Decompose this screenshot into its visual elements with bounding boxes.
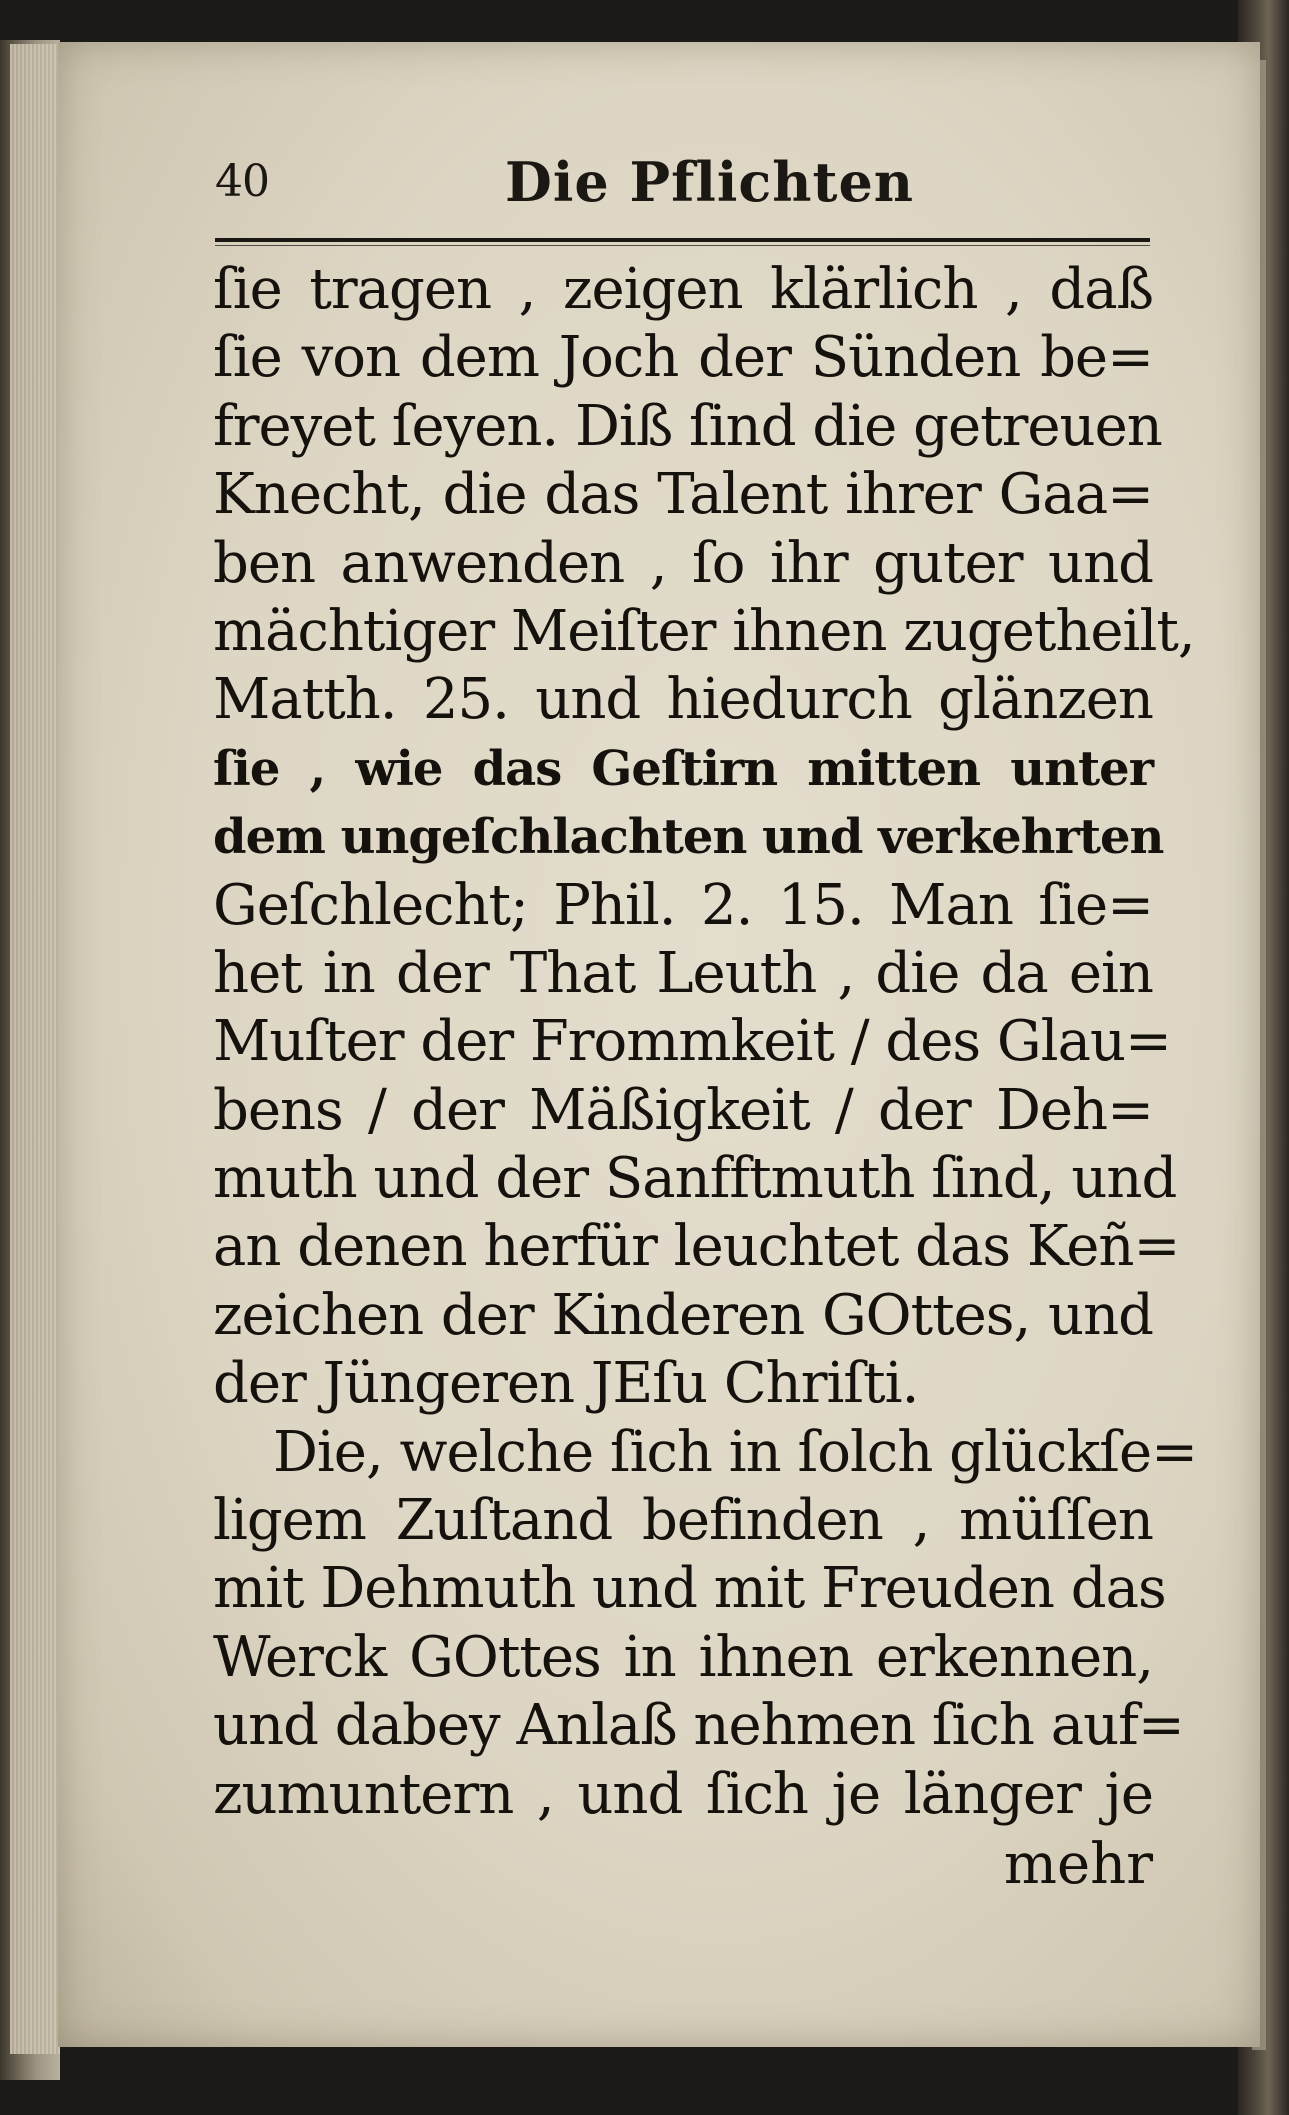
text-line: der Jüngeren JEſu Chriſti. xyxy=(213,1351,919,1417)
text-line: het in der That Leuth , die da ein xyxy=(213,940,1153,1006)
text-line: Die, welche ſich in ſolch glückſe= xyxy=(273,1419,1198,1485)
header-rule xyxy=(215,238,1150,242)
text-line: bens / der Mäßigkeit / der Deh= xyxy=(213,1077,1153,1143)
page-edges xyxy=(10,44,60,2054)
text-line: Geſchlecht; Phil. 2. 15. Man ſie= xyxy=(213,872,1153,938)
text-line: mit Dehmuth und mit Freuden das xyxy=(213,1556,1166,1622)
page-body-text xyxy=(213,256,1198,1829)
text-line: Werck GOttes in ihnen erkennen, xyxy=(213,1624,1153,1690)
running-head: Die Pflichten xyxy=(505,150,915,214)
text-line: mächtiger Meiſter ihnen zugetheilt, xyxy=(213,598,1195,664)
header-rule-thin xyxy=(215,245,1150,246)
text-line: ſie , wie das Geſtirn mitten unter xyxy=(213,740,1153,797)
text-line: Matth. 25. und hiedurch glänzen xyxy=(213,667,1153,733)
text-line: ſie tragen , zeigen klärlich , daß xyxy=(213,257,1153,322)
catchword: mehr xyxy=(1003,1832,1153,1897)
text-line: an denen herfür leuchtet das Keñ= xyxy=(213,1214,1180,1280)
text-line: zeichen der Kinderen GOttes, und xyxy=(213,1282,1153,1348)
text-line: ligem Zuſtand befinden , müſſen xyxy=(213,1488,1153,1554)
text-line: Muſter der Frommkeit / des Glau= xyxy=(213,1009,1171,1075)
text-line: freyet ſeyen. Diß ſind die getreuen xyxy=(213,393,1162,459)
text-line: muth und der Sanfftmuth ſind, und xyxy=(213,1146,1177,1212)
text-line: Knecht, die das Talent ihrer Gaa= xyxy=(213,462,1153,528)
page-header xyxy=(215,148,1155,218)
page-number: 40 xyxy=(215,156,269,207)
text-line: und dabey Anlaß nehmen ſich auf= xyxy=(213,1693,1184,1759)
text-line: ſie von dem Joch der Sünden be= xyxy=(213,325,1153,391)
text-line: ben anwenden , ſo ihr guter und xyxy=(213,530,1153,596)
text-line: zumuntern , und ſich je länger je xyxy=(213,1761,1153,1827)
text-line: dem ungeſchlachten und verkehrten xyxy=(213,809,1164,866)
